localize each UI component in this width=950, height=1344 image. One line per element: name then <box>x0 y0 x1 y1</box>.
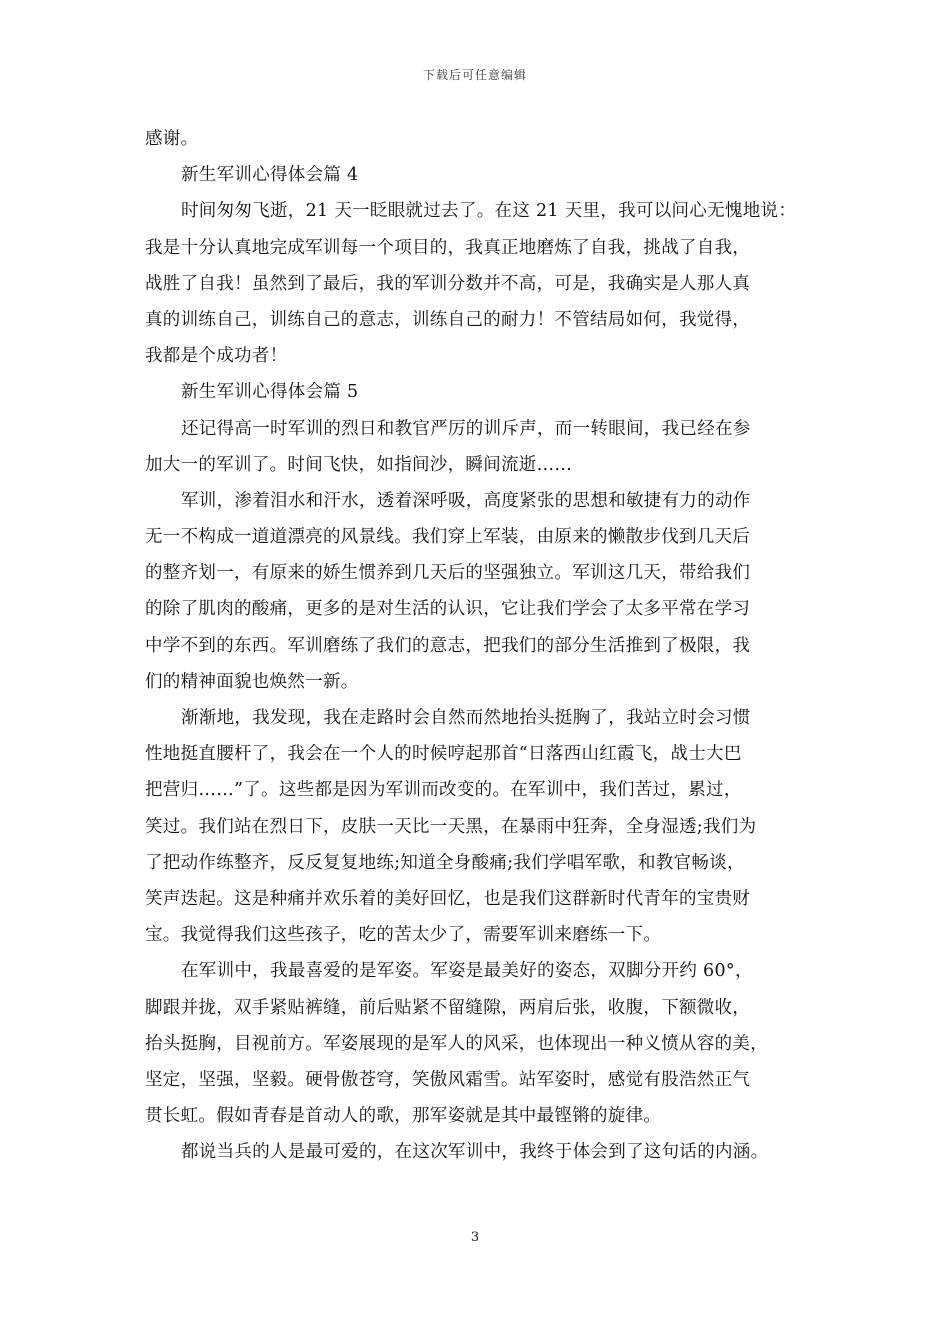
text-line: 脚跟并拢，双手紧贴裤缝，前后贴紧不留缝隙，两肩后张，收腹，下额微收， <box>145 997 751 1018</box>
text-line: 新生军训心得体会篇 5 <box>181 382 359 403</box>
text-line: 还记得高一时军训的烈日和教官严厉的训斥声，而一转眼间，我已经在参 <box>181 418 751 439</box>
text-line: 的除了肌肉的酸痛，更多的是对生活的认识，它让我们学会了太多平常在学习 <box>145 599 751 620</box>
text-line: 贯长虹。假如青春是首动人的歌，那军姿就是其中最铿锵的旋律。 <box>145 1106 662 1127</box>
text-line: 笑声迭起。这是种痛并欢乐着的美好回忆，也是我们这群新时代青年的宝贵财 <box>145 888 751 909</box>
text-line: 把营归……”了。这些都是因为军训而改变的。在军训中，我们苦过，累过， <box>145 780 742 801</box>
page-number: 3 <box>470 1230 480 1245</box>
text-line: 真的训练自己，训练自己的意志，训练自己的耐力！不管结局如何，我觉得， <box>145 309 751 330</box>
text-line: 在军训中，我最喜爱的是军姿。军姿是最美好的姿态，双脚分开约 60°， <box>181 961 753 982</box>
text-line: 时间匆匆飞逝，21 天一眨眼就过去了。在这 21 天里，我可以问心无愧地说： <box>181 201 797 222</box>
document-body <box>145 121 817 1170</box>
text-line: 们的精神面貌也焕然一新。 <box>145 671 359 692</box>
text-line: 战胜了自我！虽然到了最后，我的军训分数并不高，可是，我确实是人那人真 <box>145 273 751 294</box>
text-line: 新生军训心得体会篇 4 <box>181 165 359 186</box>
text-line: 宝。我觉得我们这些孩子，吃的苦太少了，需要军训来磨练一下。 <box>145 925 662 946</box>
text-line: 性地挺直腰杆了，我会在一个人的时候哼起那首“日落西山红霞飞，战士大巴 <box>145 744 742 765</box>
text-line: 无一不构成一道道漂亮的风景线。我们穿上军装，由原来的懒散步伐到几天后 <box>145 527 751 548</box>
text-line: 抬头挺胸，目视前方。军姿展现的是军人的风采，也体现出一种义愤从容的美， <box>145 1033 768 1054</box>
text-line: 中学不到的东西。军训磨练了我们的意志，把我们的部分生活推到了极限，我 <box>145 635 751 656</box>
text-line: 的整齐划一，有原来的娇生惯养到几天后的坚强独立。军训这几天，带给我们 <box>145 563 751 584</box>
text-line: 军训，渗着泪水和汗水，透着深呼吸，高度紧张的思想和敏捷有力的动作 <box>181 490 751 511</box>
page-header: 下载后可任意编辑 <box>422 68 527 82</box>
text-line: 坚定，坚强，坚毅。硬骨傲苍穹，笑傲风霜雪。站军姿时，感觉有股浩然正气 <box>145 1069 751 1090</box>
text-line: 渐渐地，我发现，我在走路时会自然而然地抬头挺胸了，我站立时会习惯 <box>181 708 751 728</box>
text-line: 我是十分认真地完成军训每一个项目的，我真正地磨炼了自我，挑战了自我， <box>145 237 751 258</box>
text-line: 笑过。我们站在烈日下，皮肤一天比一天黑，在暴雨中狂奔，全身湿透;我们为 <box>145 816 757 837</box>
text-line: 感谢。 <box>145 129 199 149</box>
text-line: 我都是个成功者！ <box>145 346 288 367</box>
text-line: 都说当兵的人是最可爱的，在这次军训中，我终于体会到了这句话的内涵。 <box>181 1142 769 1163</box>
text-line: 了把动作练整齐，反反复复地练;知道全身酸痛;我们学唱军歌，和教官畅谈， <box>145 852 745 873</box>
text-line: 加大一的军训了。时间飞快，如指间沙，瞬间流逝…… <box>145 454 573 475</box>
